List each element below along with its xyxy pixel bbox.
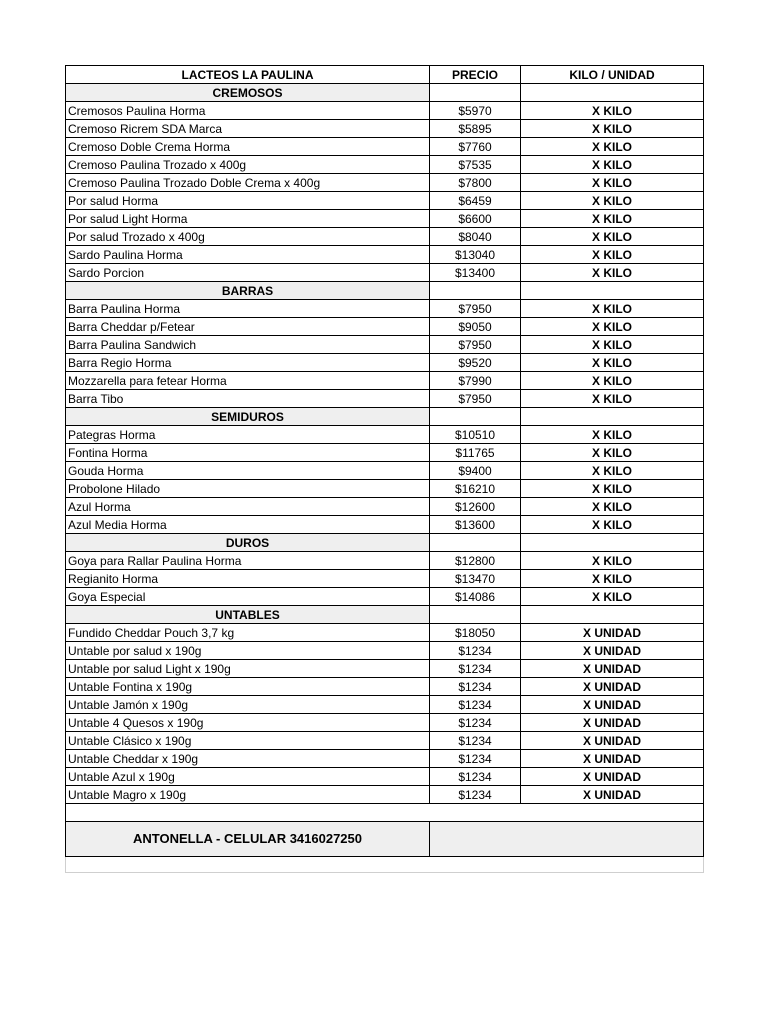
product-unit: X UNIDAD [521, 642, 704, 660]
product-price: $5895 [430, 120, 521, 138]
product-price: $7950 [430, 336, 521, 354]
product-price: $7950 [430, 300, 521, 318]
table-row [66, 264, 704, 282]
product-price: $1234 [430, 678, 521, 696]
section-blank [521, 282, 704, 300]
product-name: Untable Fontina x 190g [66, 678, 430, 696]
product-name: Cremoso Ricrem SDA Marca [66, 120, 430, 138]
section-title: CREMOSOS [66, 84, 430, 102]
product-price: $1234 [430, 696, 521, 714]
table-row [66, 732, 704, 750]
contact-blank [430, 822, 704, 857]
table-row [66, 318, 704, 336]
table-row [66, 192, 704, 210]
table-row [66, 426, 704, 444]
section-blank [521, 606, 704, 624]
table-row [66, 642, 704, 660]
product-name: Barra Cheddar p/Fetear [66, 318, 430, 336]
section-row [66, 408, 704, 426]
section-title: SEMIDUROS [66, 408, 430, 426]
product-unit: X KILO [521, 156, 704, 174]
product-unit: X KILO [521, 588, 704, 606]
product-unit: X UNIDAD [521, 660, 704, 678]
product-price: $6600 [430, 210, 521, 228]
header-row [66, 66, 704, 84]
product-price: $12600 [430, 498, 521, 516]
table-row [66, 102, 704, 120]
section-title: DUROS [66, 534, 430, 552]
product-name: Por salud Light Horma [66, 210, 430, 228]
table-row [66, 462, 704, 480]
product-price: $13400 [430, 264, 521, 282]
product-price: $18050 [430, 624, 521, 642]
product-name: Untable Jamón x 190g [66, 696, 430, 714]
header-price: PRECIO [430, 66, 521, 84]
section-row [66, 282, 704, 300]
product-unit: X KILO [521, 246, 704, 264]
product-name: Fontina Horma [66, 444, 430, 462]
product-price: $16210 [430, 480, 521, 498]
price-table-body [66, 84, 704, 804]
product-name: Probolone Hilado [66, 480, 430, 498]
table-row [66, 786, 704, 804]
product-price: $5970 [430, 102, 521, 120]
product-unit: X UNIDAD [521, 678, 704, 696]
product-name: Untable Cheddar x 190g [66, 750, 430, 768]
product-unit: X UNIDAD [521, 696, 704, 714]
product-name: Untable Azul x 190g [66, 768, 430, 786]
section-row [66, 534, 704, 552]
product-name: Untable por salud Light x 190g [66, 660, 430, 678]
product-unit: X KILO [521, 372, 704, 390]
product-unit: X KILO [521, 264, 704, 282]
product-unit: X KILO [521, 354, 704, 372]
product-price: $8040 [430, 228, 521, 246]
table-row [66, 588, 704, 606]
spacer-cell [66, 804, 704, 822]
section-blank [521, 408, 704, 426]
product-name: Sardo Porcion [66, 264, 430, 282]
product-unit: X KILO [521, 138, 704, 156]
product-unit: X KILO [521, 228, 704, 246]
product-price: $9400 [430, 462, 521, 480]
product-name: Azul Media Horma [66, 516, 430, 534]
section-title: UNTABLES [66, 606, 430, 624]
product-unit: X KILO [521, 480, 704, 498]
product-price: $1234 [430, 660, 521, 678]
table-row [66, 696, 704, 714]
product-price: $7800 [430, 174, 521, 192]
price-list-sheet [65, 65, 703, 873]
table-row [66, 444, 704, 462]
product-price: $13040 [430, 246, 521, 264]
product-price: $1234 [430, 642, 521, 660]
product-unit: X UNIDAD [521, 624, 704, 642]
section-title: BARRAS [66, 282, 430, 300]
product-price: $13470 [430, 570, 521, 588]
product-name: Cremoso Doble Crema Horma [66, 138, 430, 156]
product-unit: X KILO [521, 318, 704, 336]
product-name: Untable Magro x 190g [66, 786, 430, 804]
product-name: Cremosos Paulina Horma [66, 102, 430, 120]
product-price: $1234 [430, 732, 521, 750]
product-unit: X KILO [521, 570, 704, 588]
product-price: $1234 [430, 750, 521, 768]
section-blank [430, 408, 521, 426]
product-unit: X KILO [521, 120, 704, 138]
product-unit: X KILO [521, 336, 704, 354]
product-name: Por salud Trozado x 400g [66, 228, 430, 246]
product-price: $13600 [430, 516, 521, 534]
section-blank [430, 606, 521, 624]
table-row [66, 516, 704, 534]
product-name: Untable 4 Quesos x 190g [66, 714, 430, 732]
product-unit: X KILO [521, 498, 704, 516]
table-row [66, 174, 704, 192]
product-price: $1234 [430, 768, 521, 786]
product-price: $14086 [430, 588, 521, 606]
product-name: Goya Especial [66, 588, 430, 606]
header-title: LACTEOS LA PAULINA [66, 66, 430, 84]
product-unit: X KILO [521, 192, 704, 210]
product-name: Barra Paulina Horma [66, 300, 430, 318]
product-name: Untable Clásico x 190g [66, 732, 430, 750]
table-row [66, 678, 704, 696]
table-row [66, 570, 704, 588]
product-name: Untable por salud x 190g [66, 642, 430, 660]
table-row [66, 300, 704, 318]
product-price: $10510 [430, 426, 521, 444]
product-price: $1234 [430, 786, 521, 804]
product-unit: X KILO [521, 516, 704, 534]
table-row [66, 714, 704, 732]
product-unit: X UNIDAD [521, 768, 704, 786]
section-row [66, 84, 704, 102]
product-name: Goya para Rallar Paulina Horma [66, 552, 430, 570]
product-name: Barra Tibo [66, 390, 430, 408]
product-price: $7990 [430, 372, 521, 390]
product-unit: X KILO [521, 462, 704, 480]
product-name: Barra Paulina Sandwich [66, 336, 430, 354]
section-blank [430, 534, 521, 552]
header-unit: KILO / UNIDAD [521, 66, 704, 84]
product-price: $11765 [430, 444, 521, 462]
product-unit: X KILO [521, 426, 704, 444]
product-name: Fundido Cheddar Pouch 3,7 kg [66, 624, 430, 642]
product-price: $7535 [430, 156, 521, 174]
product-unit: X KILO [521, 210, 704, 228]
product-unit: X KILO [521, 102, 704, 120]
product-unit: X KILO [521, 390, 704, 408]
product-unit: X UNIDAD [521, 750, 704, 768]
table-row [66, 390, 704, 408]
product-name: Cremoso Paulina Trozado x 400g [66, 156, 430, 174]
product-price: $1234 [430, 714, 521, 732]
contact-row [66, 822, 704, 857]
spacer-row [66, 804, 704, 822]
table-row [66, 156, 704, 174]
product-price: $9050 [430, 318, 521, 336]
table-row [66, 660, 704, 678]
section-blank [521, 84, 704, 102]
product-name: Barra Regio Horma [66, 354, 430, 372]
section-row [66, 606, 704, 624]
table-row [66, 480, 704, 498]
product-unit: X UNIDAD [521, 786, 704, 804]
section-blank [430, 282, 521, 300]
product-name: Gouda Horma [66, 462, 430, 480]
table-row [66, 354, 704, 372]
product-name: Por salud Horma [66, 192, 430, 210]
product-price: $6459 [430, 192, 521, 210]
table-row [66, 246, 704, 264]
table-row [66, 498, 704, 516]
product-price: $12800 [430, 552, 521, 570]
table-row [66, 138, 704, 156]
tail-cell [66, 857, 704, 873]
product-unit: X UNIDAD [521, 714, 704, 732]
table-row [66, 210, 704, 228]
product-unit: X KILO [521, 552, 704, 570]
contact-text: ANTONELLA - CELULAR 3416027250 [66, 822, 430, 857]
product-price: $7760 [430, 138, 521, 156]
product-price: $9520 [430, 354, 521, 372]
section-blank [521, 534, 704, 552]
product-name: Cremoso Paulina Trozado Doble Crema x 400g [66, 174, 430, 192]
table-row [66, 624, 704, 642]
table-row [66, 750, 704, 768]
table-row [66, 372, 704, 390]
table-row [66, 336, 704, 354]
price-table [65, 65, 704, 873]
product-name: Sardo Paulina Horma [66, 246, 430, 264]
product-unit: X KILO [521, 444, 704, 462]
product-name: Pategras Horma [66, 426, 430, 444]
product-unit: X KILO [521, 174, 704, 192]
product-name: Azul Horma [66, 498, 430, 516]
product-unit: X KILO [521, 300, 704, 318]
product-unit: X UNIDAD [521, 732, 704, 750]
product-name: Mozzarella para fetear Horma [66, 372, 430, 390]
section-blank [430, 84, 521, 102]
product-name: Regianito Horma [66, 570, 430, 588]
table-row [66, 120, 704, 138]
product-price: $7950 [430, 390, 521, 408]
tail-row [66, 857, 704, 873]
table-row [66, 768, 704, 786]
table-row [66, 552, 704, 570]
table-row [66, 228, 704, 246]
